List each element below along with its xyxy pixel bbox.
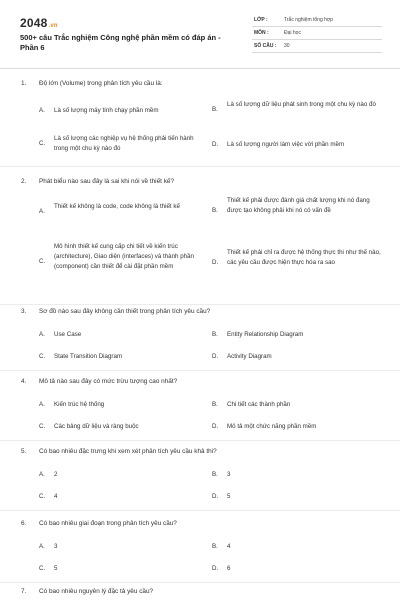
question-item	[0, 78, 400, 166]
question-header	[0, 518, 400, 530]
question-item	[0, 176, 400, 304]
question-number: 6.	[21, 520, 27, 527]
question-separator	[0, 440, 400, 441]
question-separator	[0, 510, 400, 511]
document-meta	[252, 14, 382, 53]
question-header	[0, 306, 400, 318]
option-text: Là số lượng máy tính chạy phần mềm	[54, 107, 159, 114]
question-number: 2.	[21, 178, 27, 185]
meta-value: Đại học	[284, 30, 301, 36]
question-header	[0, 446, 400, 458]
meta-row-class	[252, 14, 382, 27]
question-text: Độ lớn (Volume) trong phân tích yêu cầu là:	[39, 80, 163, 87]
question-header	[0, 376, 400, 388]
question-header	[0, 586, 400, 598]
question-text: Mô tả nào sau đây có mức trừu tượng cao nhất?	[39, 378, 178, 385]
option-text: Là số lượng người làm việc với phần mềm	[227, 141, 345, 148]
option-text: 6	[227, 565, 231, 572]
option-letter: A.	[39, 543, 45, 550]
option-letter: D.	[212, 493, 219, 500]
question-item	[0, 306, 400, 370]
question-header	[0, 78, 400, 90]
meta-label: SỐ CÂU :	[254, 43, 277, 49]
question-item	[0, 446, 400, 510]
option-letter: D.	[212, 423, 219, 430]
question-number: 5.	[21, 448, 27, 455]
option-letter: B.	[212, 471, 218, 478]
option-letter: B.	[212, 106, 218, 113]
meta-value: 30	[284, 43, 290, 49]
page-header	[0, 0, 400, 64]
option-text: Chi tiết các thành phần	[227, 401, 291, 408]
option-text: 2	[54, 471, 58, 478]
meta-row-subject	[252, 27, 382, 40]
option-letter: C.	[39, 565, 46, 572]
option-text: Use Case	[54, 331, 82, 338]
question-separator	[0, 166, 400, 167]
question-separator	[0, 582, 400, 583]
question-separator	[0, 370, 400, 371]
option-letter: C.	[39, 258, 46, 265]
option-text: Mô hình thiết kế cung cấp chi tiết về kiến trúc (architecture), Giao diện (interfaces) và thành phần (component) cần thiết để cài đặt phần mềm	[54, 243, 194, 270]
option-letter: B.	[212, 543, 218, 550]
option-letter: D.	[212, 141, 219, 148]
question-separator	[0, 304, 400, 305]
logo-suffix: .vn	[48, 23, 58, 29]
option-text: 4	[54, 493, 58, 500]
site-logo[interactable]	[20, 16, 58, 30]
option-letter: A.	[39, 471, 45, 478]
option-text: Thiết kế phải chỉ ra được hệ thống thực thi như thế nào, các yêu cầu được hiện thực hóa ra sao	[227, 249, 381, 266]
option-letter: A.	[39, 331, 45, 338]
option-text: Các bảng dữ liệu và ràng buộc	[54, 423, 139, 430]
option-text: Là số lượng các nghiệp vụ hệ thống phải tiến hành trong một chu kỳ nào đó	[54, 135, 194, 152]
option-text: 3	[227, 471, 231, 478]
header-divider	[0, 68, 400, 69]
option-letter: C.	[39, 353, 46, 360]
option-letter: B.	[212, 331, 218, 338]
question-number: 7.	[21, 588, 27, 595]
option-text: Entity Relationship Diagram	[227, 331, 304, 338]
option-letter: D.	[212, 565, 219, 572]
option-letter: C.	[39, 423, 46, 430]
question-item	[0, 518, 400, 582]
option-text: Kiến trúc hệ thống	[54, 401, 105, 408]
question-text: Có bao nhiêu đặc trưng khi xem xét phân tích yêu cầu khả thi?	[39, 448, 217, 455]
question-item	[0, 376, 400, 440]
option-letter: B.	[212, 401, 218, 408]
option-text: Activity Diagram	[227, 353, 272, 360]
option-letter: D.	[212, 353, 219, 360]
option-letter: C.	[39, 493, 46, 500]
option-text: 4	[227, 543, 231, 550]
question-number: 4.	[21, 378, 27, 385]
option-letter: B.	[212, 207, 218, 214]
option-text: State Transition Diagram	[54, 353, 123, 360]
option-text: Thiết kế phải được đánh giá chất lượng khi nó đang được tạo không phải khi nó có vấn đề	[227, 197, 370, 214]
option-text: 5	[54, 565, 58, 572]
question-header	[0, 176, 400, 188]
question-text: Có bao nhiêu giai đoạn trong phân tích yêu cầu?	[39, 520, 177, 527]
meta-label: LỚP :	[254, 17, 268, 23]
option-letter: A.	[39, 208, 45, 215]
meta-row-count	[252, 40, 382, 53]
option-letter: C.	[39, 140, 46, 147]
option-text: 3	[54, 543, 58, 550]
question-item	[0, 586, 400, 600]
question-number: 1.	[21, 80, 27, 87]
question-text: Phát biểu nào sau đây là sai khi nói về thiết kế?	[39, 178, 175, 185]
option-text: 5	[227, 493, 231, 500]
meta-value: Trắc nghiệm tổng hợp	[284, 17, 333, 23]
option-text: Mô tả một chức năng phần mềm	[227, 423, 317, 430]
option-text: Là số lượng dữ liệu phát sinh trong một chu kỳ nào đó	[227, 101, 376, 108]
option-text: Thiết kế không là code, code không là thiết kế	[54, 203, 180, 210]
logo-text: 2048	[20, 16, 48, 30]
question-text: Có bao nhiêu nguyên lý đặc tả yêu cầu?	[39, 588, 154, 595]
document-title: 500+ câu Trắc nghiệm Công nghệ phần mềm có đáp án - Phần 6	[20, 33, 221, 52]
option-letter: A.	[39, 401, 45, 408]
question-number: 3.	[21, 308, 27, 315]
meta-label: MÔN :	[254, 30, 269, 36]
option-letter: D.	[212, 259, 219, 266]
option-letter: A.	[39, 107, 45, 114]
question-text: Sơ đồ nào sau đây không cần thiết trong phân tích yêu cầu?	[39, 308, 211, 315]
